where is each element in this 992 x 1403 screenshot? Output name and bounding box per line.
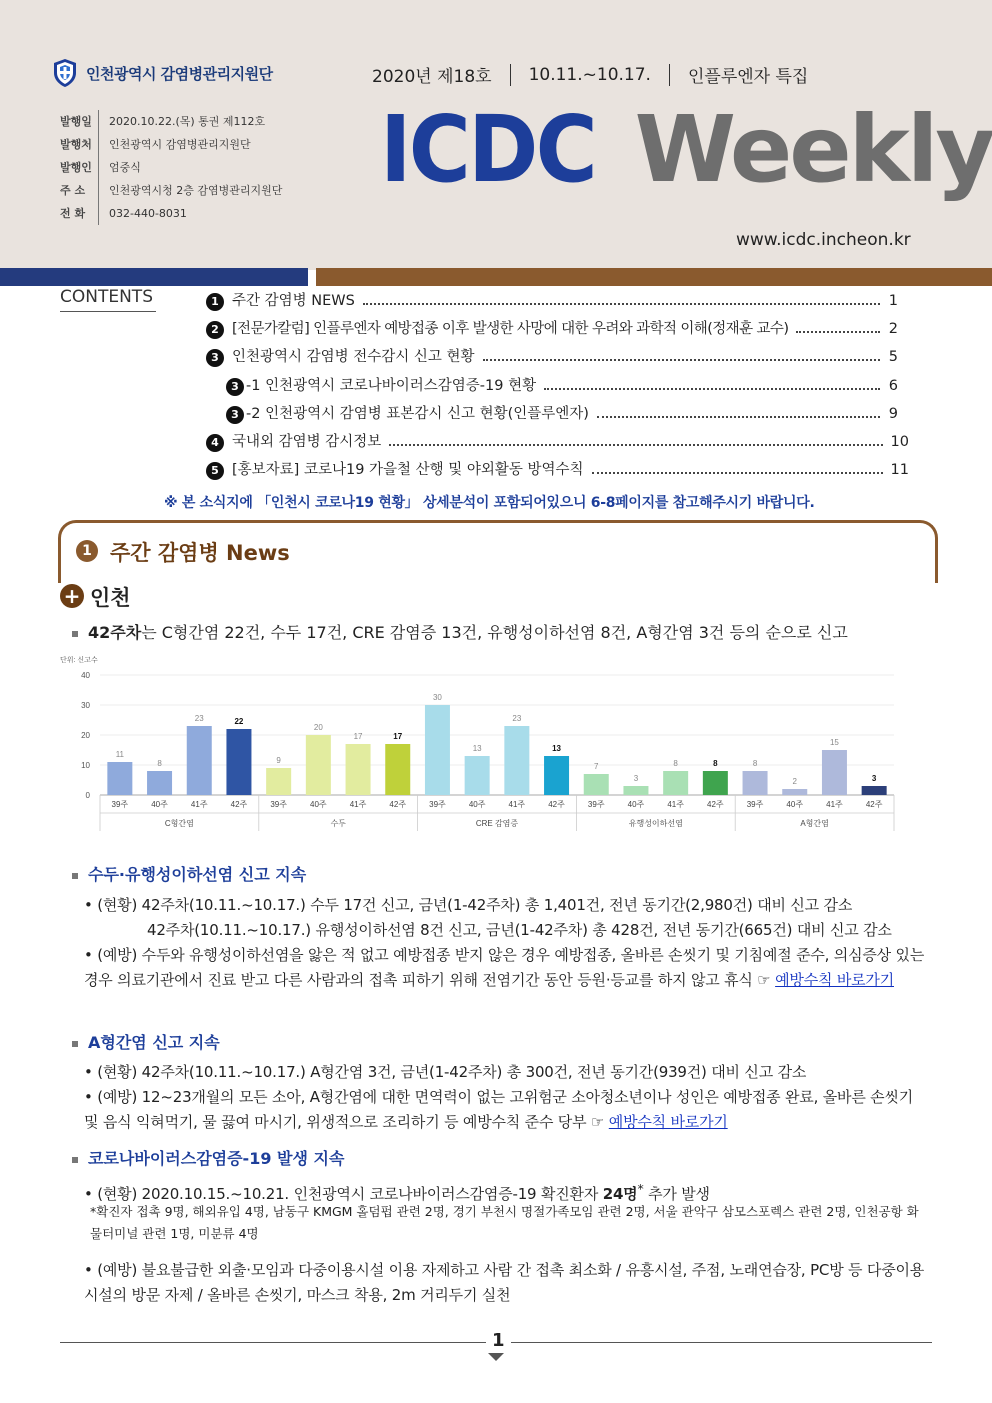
- pub-info-value: 2020.10.22.(목) 통권 제112호: [109, 115, 266, 128]
- data-label: 22: [234, 717, 244, 726]
- data-label: 8: [752, 759, 758, 768]
- news-line: • (예방) 불요불급한 외출·모임과 다중이용시설 이용 자제하고 사람 간 접촉 최소화 / 유흥시설, 주점, 노래연습장, PC방 등 다중이용시설의 방문 자제 / 올바른 손씻기, 마스크 착용, 2m 거리두기 실천: [84, 1261, 925, 1304]
- data-label: 13: [552, 744, 562, 753]
- prevention-link[interactable]: 예방수칙 바로가기: [775, 971, 894, 989]
- chart-bar: [346, 744, 371, 795]
- shield-icon: [52, 58, 78, 88]
- toc-text: [홍보자료] 코로나19 가을철 산행 및 야외활동 방역수칙: [232, 462, 584, 478]
- data-label: 8: [673, 759, 678, 768]
- section-number: 1: [76, 540, 98, 562]
- data-label: 13: [472, 744, 482, 753]
- pub-info-key: 전 화: [60, 202, 99, 225]
- toc-number: 3: [226, 406, 244, 424]
- toc-leader: [544, 388, 880, 390]
- toc-text: -1 인천광역시 코로나바이러스감염증-19 현황: [246, 378, 537, 394]
- data-label: 11: [115, 750, 125, 759]
- toc-item[interactable]: [226, 402, 898, 424]
- chart-bar: [862, 786, 887, 795]
- summary-week: 42주차: [88, 623, 142, 642]
- toc-number: 4: [206, 434, 224, 452]
- toc-number: 5: [206, 462, 224, 480]
- pub-info-key: 발행처: [60, 133, 99, 156]
- data-label: 17: [393, 732, 403, 741]
- news-heading: [72, 1030, 220, 1053]
- toc-item[interactable]: [226, 374, 898, 396]
- confirmed-count: 24명: [602, 1185, 638, 1203]
- contents-title: CONTENTS: [60, 287, 156, 312]
- pub-info-value: 인천광역시청 2층 감염병관리지원단: [109, 184, 283, 197]
- news-heading-text: A형간염 신고 지속: [88, 1033, 220, 1052]
- week-tick-label: 39주: [111, 800, 129, 809]
- news-footnote: *확진자 접촉 9명, 해외유입 4명, 남동구 KMGM 홀덤펍 관련 2명, 경기 부천시 명절가족모임 관련 2명, 서울 관악구 삼모스포렉스 관련 2명, 인천공항 화물터미널 관련 1명, 미분류 4명: [90, 1204, 919, 1241]
- week-tick-label: 41주: [508, 800, 526, 809]
- toc-page: 10: [890, 434, 909, 450]
- pub-info-key: 발행일: [60, 110, 99, 133]
- toc-item[interactable]: [206, 317, 898, 339]
- weekly-report-chart: [60, 654, 898, 834]
- org-logo[interactable]: [52, 56, 292, 90]
- data-label: 3: [633, 774, 639, 783]
- site-url-link[interactable]: www.icdc.incheon.kr: [736, 230, 911, 250]
- toc-leader: [597, 416, 880, 418]
- toc-page: 5: [888, 349, 898, 365]
- week-tick-label: 39주: [587, 800, 605, 809]
- header-bar-blue: [0, 268, 308, 286]
- group-label: A형간염: [800, 819, 829, 828]
- square-bullet-icon: [72, 631, 78, 637]
- masthead-weekly: Weekly: [634, 96, 992, 203]
- news-paragraph: • (현황) 2020.10.15.~10.21. 인천광역시 코로나바이러스감염증-19 확진환자 24명* 추가 발생: [84, 1181, 710, 1203]
- week-tick-label: 40주: [151, 800, 168, 809]
- group-label: C형간염: [164, 819, 194, 828]
- toc-page: 1: [888, 293, 898, 309]
- chart-bar: [306, 735, 331, 795]
- data-label: 23: [512, 714, 522, 723]
- group-label: 유행성이하선염: [628, 819, 683, 828]
- toc-number: 3: [226, 378, 244, 396]
- news-line: 42주차(10.11.~10.17.) 유행성이하선염 8건 신고, 금년(1-42주차) 총 428건, 전년 동기간(665건) 대비 신고 감소: [147, 921, 892, 939]
- news-paragraph: [84, 943, 929, 993]
- data-label: 7: [594, 762, 599, 771]
- data-label: 23: [194, 714, 204, 723]
- region-title: 인천: [90, 586, 131, 610]
- chart-bar: [544, 756, 569, 795]
- data-label: 3: [871, 774, 877, 783]
- data-label: 20: [313, 723, 323, 732]
- y-tick-label: 40: [81, 671, 90, 680]
- pub-info-value: 인천광역시 감염병관리지원단: [109, 138, 251, 151]
- square-bullet-icon: [72, 873, 78, 879]
- toc-leader: [389, 444, 883, 446]
- toc-leader: [592, 472, 883, 474]
- week-tick-label: 42주: [707, 800, 724, 809]
- section-title: 주간 감염병 News: [110, 541, 290, 565]
- plus-icon: +: [60, 584, 84, 608]
- masthead-icdc: ICDC: [380, 96, 595, 203]
- divider: [510, 64, 511, 86]
- week-tick-label: 39주: [270, 800, 287, 809]
- week-tick-label: 42주: [865, 800, 883, 809]
- y-tick-label: 10: [81, 761, 90, 770]
- square-bullet-icon: [72, 1041, 78, 1047]
- toc-text: 인천광역시 감염병 전수감시 신고 현황: [232, 349, 475, 365]
- week-tick-label: 41주: [826, 800, 843, 809]
- chart-bar: [663, 771, 688, 795]
- chart-bar: [107, 762, 132, 795]
- toc-leader: [796, 331, 880, 333]
- header-bar-brown: [316, 268, 992, 286]
- news-heading-text: 수두·유행성이하선염 신고 지속: [88, 865, 307, 884]
- toc-leader: [363, 303, 880, 305]
- square-bullet-icon: [72, 1157, 78, 1163]
- week-tick-label: 40주: [310, 800, 327, 809]
- data-label: 8: [157, 759, 162, 768]
- news-line: • (예방) 12~23개월의 모든 소아, A형간염에 대한 면역력이 없는 고위험군 소아청소년이나 성인은 예방접종 완료, 올바른 손씻기 및 음식 익혀먹기, 물 끓여 마시기, 위생적으로 조리하기 등 예방수칙 준수 당부 ☞: [84, 1088, 914, 1131]
- data-label: 17: [353, 732, 363, 741]
- page-number: 1: [486, 1330, 511, 1351]
- data-label: 9: [276, 756, 281, 765]
- toc-text: 국내외 감염병 감시정보: [232, 434, 382, 450]
- week-tick-label: 42주: [548, 800, 565, 809]
- toc-number: 1: [206, 293, 224, 311]
- chart-bar: [703, 771, 728, 795]
- week-tick-label: 40주: [786, 800, 804, 809]
- chart-bar: [465, 756, 490, 795]
- chart-bar: [584, 774, 609, 795]
- toc-item[interactable]: [206, 345, 898, 367]
- weekly-summary: [72, 620, 848, 643]
- toc-text: -2 인천광역시 감염병 표본감시 신고 현황(인플루엔자): [246, 406, 589, 422]
- week-tick-label: 39주: [746, 800, 764, 809]
- chart-bar: [743, 771, 768, 795]
- week-tick-label: 42주: [389, 800, 407, 809]
- toc-item[interactable]: [206, 458, 909, 480]
- chart-bar: [822, 750, 847, 795]
- group-label: CRE 감염증: [475, 819, 519, 828]
- news-line: • (현황) 2020.10.15.~10.21. 인천광역시 코로나바이러스감염증-19 확진환자: [84, 1185, 599, 1203]
- y-tick-label: 0: [85, 791, 90, 800]
- chart-bar: [385, 744, 410, 795]
- toc-text: [전문가칼럼] 인플루엔자 예방접종 이후 발생한 사망에 대한 우려와 과학적 이해(정재훈 교수): [232, 321, 789, 337]
- week-tick-label: 39주: [429, 800, 446, 809]
- issue-special: 인플루엔자 특집: [687, 67, 809, 87]
- week-tick-label: 40주: [627, 800, 645, 809]
- divider: [669, 64, 670, 86]
- news-line: • (예방) 수두와 유행성이하선염을 앓은 적 없고 예방접종 받지 않은 경우 예방접종, 올바른 손씻기 및 기침예절 준수, 의심증상 있는 경우 의료기관에서 진료 받고 다른 사람과의 접촉 피하기 위해 전염기간 동안 등원·등교를 하지 않고 휴식 ☞: [84, 946, 925, 989]
- news-line: 추가 발생: [648, 1185, 710, 1203]
- toc-item[interactable]: [206, 289, 898, 311]
- toc-number: 2: [206, 321, 224, 339]
- chart-bar: [782, 789, 807, 795]
- chart-bar: [187, 726, 212, 795]
- publication-info: [60, 110, 282, 225]
- footer-marker: [488, 1353, 504, 1361]
- pub-info-value: 엄중식: [109, 161, 141, 174]
- toc-page: 11: [890, 462, 909, 478]
- week-tick-label: 41주: [349, 800, 367, 809]
- pub-info-value: 032-440-8031: [109, 207, 187, 220]
- contents-note: ※ 본 소식지에 「인천시 코로나19 현황」 상세분석이 포함되어있으니 6-8페이지를 참고해주시기 바랍니다.: [164, 495, 815, 511]
- news-heading: [72, 1146, 344, 1169]
- toc-text: 주간 감염병 NEWS: [232, 293, 355, 309]
- week-tick-label: 40주: [468, 800, 486, 809]
- prevention-link[interactable]: 예방수칙 바로가기: [608, 1113, 728, 1131]
- org-name: 인천광역시 감염병관리지원단: [86, 64, 273, 83]
- news-paragraph: [84, 1085, 929, 1135]
- week-tick-label: 42주: [230, 800, 248, 809]
- news-heading: [72, 862, 306, 885]
- toc-page: 6: [888, 378, 898, 394]
- chart-bar: [147, 771, 172, 795]
- chart-bar: [425, 705, 450, 795]
- chart-bar: [266, 768, 291, 795]
- week-tick-label: 41주: [190, 800, 208, 809]
- chart-bar: [504, 726, 529, 795]
- news-line: • (현황) 42주차(10.11.~10.17.) A형간염 3건, 금년(1-42주차) 총 300건, 전년 동기간(939건) 대비 신고 감소: [84, 1063, 807, 1081]
- chart-bar: [226, 729, 251, 795]
- toc-page: 9: [888, 406, 898, 422]
- chart-unit-label: 단위: 신고수: [60, 657, 98, 664]
- data-label: 8: [713, 759, 718, 768]
- data-label: 30: [432, 693, 442, 702]
- masthead-title: [380, 96, 992, 203]
- news-line: • (현황) 42주차(10.11.~10.17.) 수두 17건 신고, 금년(1-42주차) 총 1,401건, 전년 동기간(2,980건) 대비 신고 감소: [84, 896, 853, 914]
- issue-line: [372, 62, 808, 87]
- toc-leader: [483, 359, 880, 361]
- toc-page: 2: [888, 321, 898, 337]
- data-label: 15: [829, 738, 839, 747]
- news-heading-text: 코로나바이러스감염증-19 발생 지속: [88, 1149, 345, 1168]
- data-label: 2: [792, 777, 797, 786]
- pub-info-key: 발행인: [60, 156, 99, 179]
- toc-item[interactable]: [206, 430, 909, 452]
- chart-bar: [623, 786, 648, 795]
- y-tick-label: 20: [81, 731, 90, 740]
- pub-info-key: 주 소: [60, 179, 99, 202]
- group-label: 수두: [330, 819, 346, 828]
- toc-number: 3: [206, 349, 224, 367]
- issue-edition: 2020년 제18호: [372, 67, 492, 87]
- summary-text: 는 C형간염 22건, 수두 17건, CRE 감염증 13건, 유행성이하선염 8건, A형간염 3건 등의 순으로 신고: [141, 623, 848, 642]
- y-tick-label: 30: [81, 701, 90, 710]
- week-tick-label: 41주: [667, 800, 684, 809]
- issue-period: 10.11.~10.17.: [528, 64, 651, 85]
